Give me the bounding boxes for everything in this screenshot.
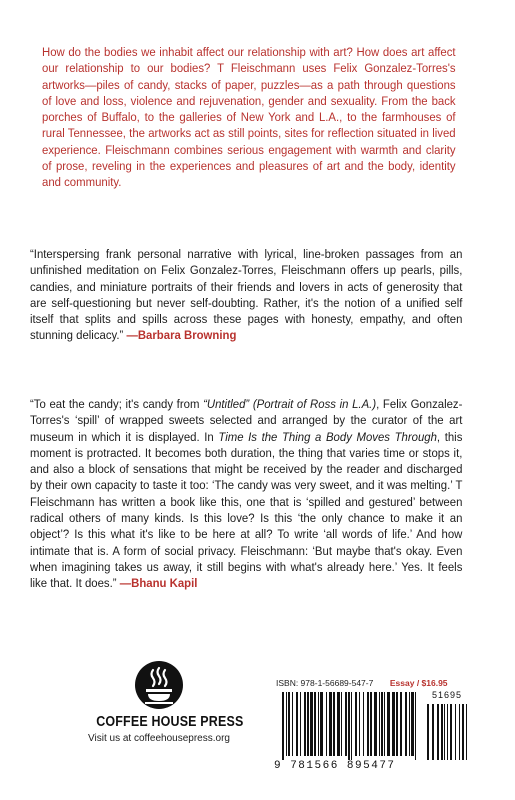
coffee-cup-icon [134,660,184,710]
barcode-bar [374,692,377,756]
barcode-bar [370,692,372,756]
artwork-title: “Untitled” (Portrait of Ross in L.A.) [203,397,377,411]
ean-digits: 9 781566 895477 [274,760,396,772]
barcode-bar [355,692,357,756]
barcode-bar [359,692,360,756]
barcode-bar [459,704,460,760]
barcode-bar [444,704,445,760]
barcode-bar [447,704,448,760]
barcode-bar [304,692,306,756]
barcode-bar [437,704,439,760]
quote-text: , this moment is protracted. It becomes both duration, the thing that varies time or stops it, and also a block of sensations that might be received by the reader and discharged by their own capacity to taste it too: ‘The candy was very sweet, and it was melting.’ T Fleischmann has written a book like this, one that is ‘spilled and gestured’ between radical others of many kinds. Is this love? Is this ‘the only chance to make it an object’? Is this what it's like to be here at all? To write ‘all words of life.’ And how intimate that is. A form of social privacy. Fleischmann: ‘But maybe that's okay. Even when imagining takes us away, it still begins with what's already here.’ Yes. It feels like that. It does.” [30,429,463,591]
barcode-bar [326,692,327,756]
barcode-bar [348,692,350,760]
barcode-bars [272,692,472,762]
barcode-bar [415,692,416,760]
barcode-bar [387,692,390,756]
barcode-bar [462,704,464,760]
barcode-bar [427,704,429,760]
barcode-bar [351,692,352,760]
quote-text: , Felix Gonzalez-Torres's ‘spill’ of wrapped sweets selected and arranged by the curator of the art museum in which it is displayed. In [30,397,463,444]
barcode-bar [296,692,298,756]
barcode-bar [318,692,319,756]
barcode-bar [292,692,293,756]
book-title: Time Is the Thing a Body Moves Through [218,429,437,444]
barcode-bar [337,692,340,756]
barcode-bar [381,692,383,756]
barcode-bar [384,692,385,756]
barcode-bar [307,692,309,756]
barcode-bar [341,692,342,756]
barcode-bar [450,704,452,760]
publisher-name: COFFEE HOUSE PRESS [96,714,244,730]
publisher-url: Visit us at coffeehousepress.org [88,733,230,744]
quote-text: “Interspersing frank personal narrative with lyrical, line-broken passages from an unfinished meditation on Felix Gonzalez-Torres, Fleischmann offers up pearls, pills, candies, and miniature portraits of their friends and lovers in acts of generosity that are self-questioning but never self-doubting. Rather, it's the notion of a unified self itself that splits and spills across these pages with honesty, empathy, and often stunning delicacy.” [30,247,463,343]
barcode-bar [466,704,467,760]
quote-text: “To eat the candy; it's candy from [30,397,204,411]
barcode-bar [288,692,290,756]
barcode-bar [392,692,395,756]
barcode-bar [400,692,402,756]
barcode-bar [409,692,410,756]
blurb-quote-browning [30,246,462,344]
barcode-bar [405,692,407,756]
barcode-bar [411,692,414,756]
barcode-bar [286,692,287,756]
quote-attribution: —Barbara Browning [126,328,237,343]
cover-blurb: How do the bodies we inhabit affect our relationship with art? How does art affect our relationship to our bodies? T Fleischmann uses Felix Gonzalez-Torres's artworks—piles of candy, stacks of paper, puzzles—as a path through questions of love and loss, violence and rejuvenation, gender and sexuality. From the back porches of Buffalo, to the galleries of New York and L.A., to the farmhouses of rural Tennessee, the artworks act as still points, sites for reflection situated in lived experience. Fleischmann combines serious engagement with warmth and clarity of prose, reveling in the experiences and pleasures of art and the body, identity and community. [42,45,456,190]
barcode-bar [432,704,434,760]
barcode-bar [314,692,316,756]
barcode-bar [282,692,284,760]
publisher-logo [86,660,244,744]
barcode-bar [320,692,323,756]
barcode-bar [333,692,335,756]
barcode-bar [345,692,347,756]
price-addon-number: 51695 [432,690,463,700]
barcode-bar [329,692,332,756]
isbn-number: ISBN: 978-1-56689-547-7 [276,678,374,688]
blurb-quote-kapil [30,396,462,592]
barcode-block [272,678,472,776]
barcode-bar [363,692,364,756]
quote-attribution: —Bhanu Kapil [119,576,198,591]
genre-price: Essay / $16.95 [389,678,448,688]
barcode-bar [300,692,301,756]
barcode-bar [455,704,456,760]
isbn-line [276,678,448,688]
barcode-bar [367,692,369,756]
barcode-bar [310,692,313,756]
barcode-bar [379,692,380,756]
barcode-bar [396,692,398,756]
barcode-bar [441,704,443,760]
